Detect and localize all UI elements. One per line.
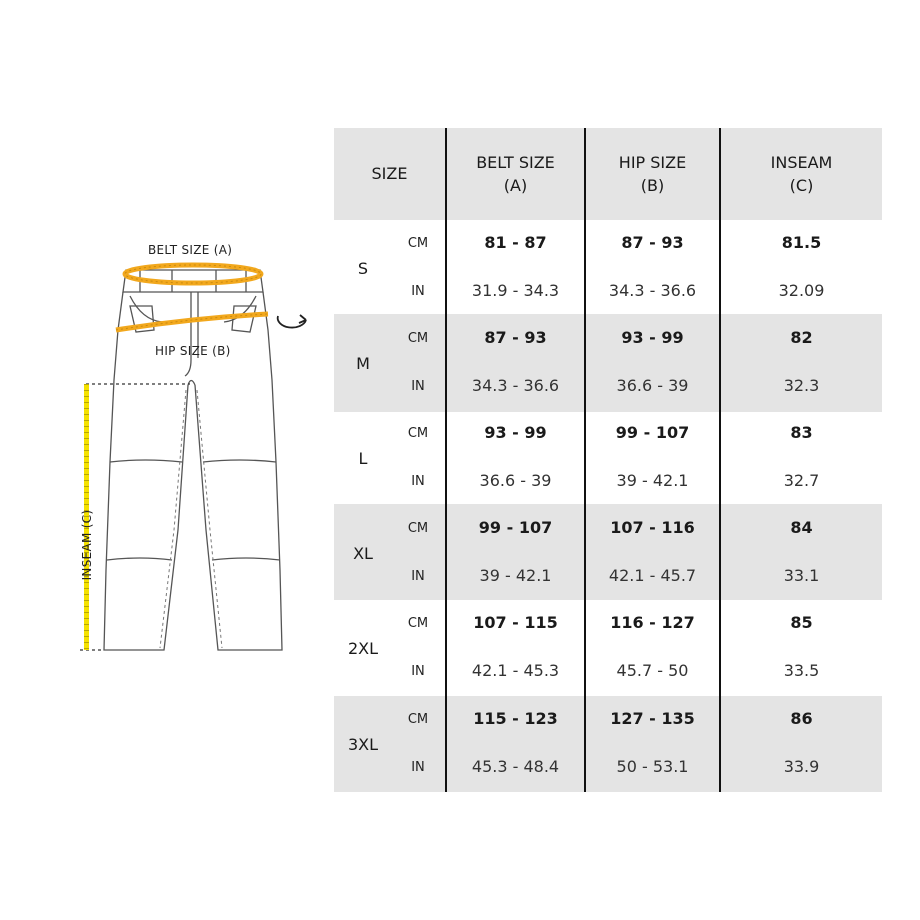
hip-in-value: 45.7 - 50: [616, 661, 689, 680]
belt-in-value: 34.3 - 36.6: [471, 376, 560, 395]
header-inseam: INSEAM: [770, 153, 833, 172]
inseam-in-value: 33.9: [783, 757, 820, 776]
inseam-in-value: 32.7: [783, 471, 820, 490]
unit-in-label: IN: [411, 569, 425, 584]
size-label: XL: [353, 544, 373, 563]
column-divider: [445, 128, 447, 792]
unit-in-label: IN: [411, 379, 425, 394]
belt-cm-value: 99 - 107: [478, 518, 553, 537]
size-label: M: [356, 354, 370, 373]
belt-in-value: 42.1 - 45.3: [471, 661, 560, 680]
belt-cm-value: 81 - 87: [484, 233, 547, 252]
unit-cm-label: CM: [407, 616, 429, 631]
hip-cm-value: 107 - 116: [610, 518, 695, 537]
inseam-cm-value: 86: [790, 709, 813, 728]
header-inseam-sub: (C): [789, 176, 814, 195]
size-label: 2XL: [347, 639, 379, 658]
hip-size-label: HIP SIZE (B): [155, 344, 231, 358]
hip-in-value: 50 - 53.1: [616, 757, 689, 776]
belt-in-value: 39 - 42.1: [479, 566, 552, 585]
belt-in-value: 45.3 - 48.4: [471, 757, 560, 776]
header-hip-size: HIP SIZE: [618, 153, 687, 172]
pants-illustration: [60, 230, 330, 670]
hip-in-value: 39 - 42.1: [616, 471, 689, 490]
hip-in-value: 42.1 - 45.7: [608, 566, 697, 585]
belt-cm-value: 87 - 93: [484, 328, 547, 347]
header-size: SIZE: [371, 164, 408, 183]
hip-in-value: 36.6 - 39: [616, 376, 689, 395]
inseam-label: INSEAM (C): [80, 509, 94, 581]
hip-in-value: 34.3 - 36.6: [608, 281, 697, 300]
size-label: L: [358, 449, 368, 468]
belt-size-label: BELT SIZE (A): [148, 243, 233, 257]
belt-in-value: 36.6 - 39: [479, 471, 552, 490]
belt-cm-value: 93 - 99: [484, 423, 547, 442]
unit-cm-label: CM: [407, 521, 429, 536]
size-chart-table: [334, 128, 882, 792]
inseam-in-value: 33.5: [783, 661, 820, 680]
belt-in-value: 31.9 - 34.3: [471, 281, 560, 300]
column-divider: [584, 128, 586, 792]
hip-cm-value: 93 - 99: [621, 328, 684, 347]
unit-in-label: IN: [411, 474, 425, 489]
inseam-cm-value: 83: [790, 423, 813, 442]
inseam-cm-value: 85: [790, 613, 813, 632]
inseam-cm-value: 81.5: [781, 233, 822, 252]
header-belt-size: BELT SIZE: [476, 153, 555, 172]
hip-tape: [116, 314, 268, 330]
hip-cm-value: 116 - 127: [610, 613, 695, 632]
size-label: S: [357, 259, 369, 278]
pants-drawing: [60, 230, 330, 670]
unit-cm-label: CM: [407, 426, 429, 441]
hip-cm-value: 99 - 107: [615, 423, 690, 442]
belt-cm-value: 107 - 115: [473, 613, 558, 632]
size-label: 3XL: [347, 735, 379, 754]
unit-in-label: IN: [411, 284, 425, 299]
inseam-cm-value: 84: [790, 518, 813, 537]
header-belt-sub: (A): [503, 176, 528, 195]
inseam-cm-value: 82: [790, 328, 813, 347]
hip-cm-value: 87 - 93: [621, 233, 684, 252]
header-hip-sub: (B): [640, 176, 665, 195]
inseam-in-value: 32.09: [778, 281, 825, 300]
unit-cm-label: CM: [407, 236, 429, 251]
inseam-in-value: 33.1: [783, 566, 820, 585]
rotate-arrow-icon: [278, 315, 306, 328]
column-divider: [719, 128, 721, 792]
hip-cm-value: 127 - 135: [610, 709, 695, 728]
unit-in-label: IN: [411, 760, 425, 775]
unit-cm-label: CM: [407, 331, 429, 346]
unit-in-label: IN: [411, 664, 425, 679]
unit-cm-label: CM: [407, 712, 429, 727]
inseam-in-value: 32.3: [783, 376, 820, 395]
belt-cm-value: 115 - 123: [473, 709, 558, 728]
